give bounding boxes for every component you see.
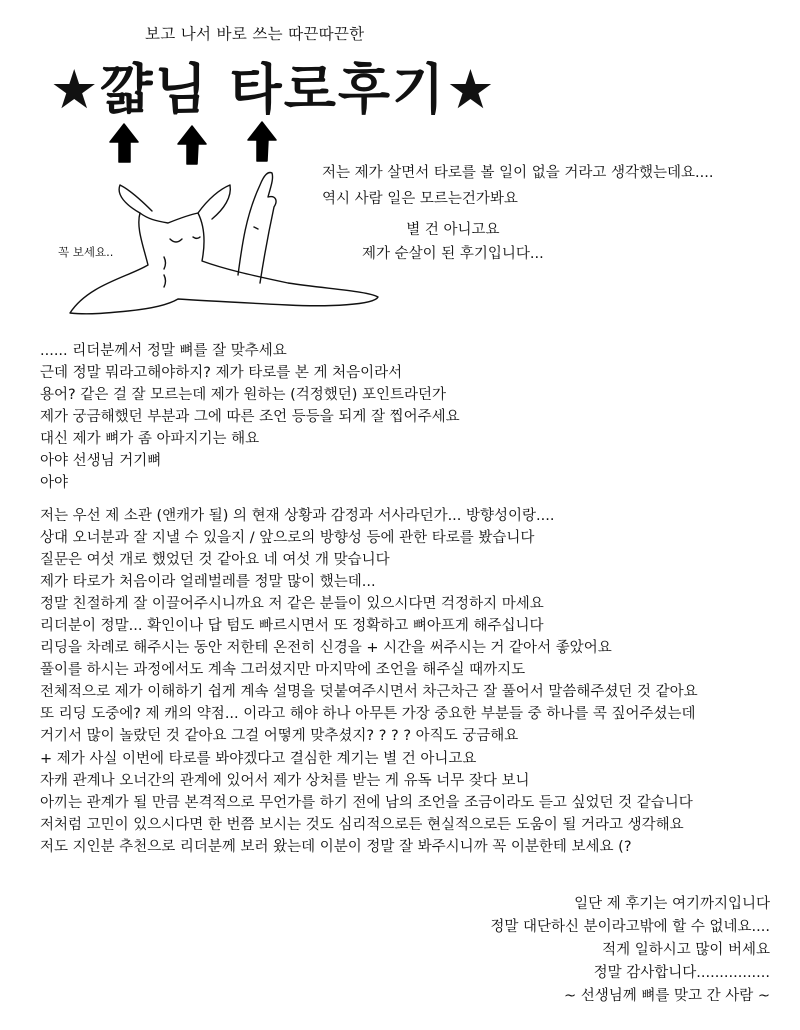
intro-line: 역시 사람 일은 모르는건가봐요 — [322, 191, 518, 207]
review-section-3 — [40, 748, 693, 858]
review-line: 저도 지인분 추천으로 리더분께 보러 왔는데 이분이 정말 잘 봐주시니까 꼭 이분한테 보세요 (? — [40, 839, 632, 855]
closing-line: 적게 일하시고 많이 버세요 — [602, 942, 770, 958]
review-section-1 — [40, 340, 460, 494]
closing-line: 정말 감사합니다................ — [593, 965, 770, 981]
review-section-2 — [40, 505, 698, 747]
subtitle: 보고 나서 바로 쓰는 따끈따끈한 — [145, 25, 365, 43]
review-line: + 제가 사실 이번에 타로를 봐야겠다고 결심한 계기는 별 건 아니고요 — [40, 751, 477, 767]
review-line: 근데 정말 뭐라고해야하지? 제가 타로를 본 게 처음이라서 — [40, 365, 403, 381]
arrow-up-icon — [100, 118, 300, 168]
review-line: 저처럼 고민이 있으시다면 한 번쯤 보시는 것도 심리적으로든 현실적으로든 도움이 될 거라고 생각해요 — [40, 817, 684, 833]
closing-line: 정말 대단하신 분이라고밖에 할 수 없네요.... — [490, 919, 770, 935]
review-line: 아끼는 관계가 될 만큼 본격적으로 무언가를 하기 전에 남의 조언을 조금이라도 듣고 싶었던 것 같습니다 — [40, 795, 693, 811]
review-line: 전체적으로 제가 이해하기 쉽게 계속 설명을 덧붙여주시면서 차근차근 잘 풀어서 말씀해주셨던 것 같아요 — [40, 684, 698, 700]
review-line: 리더분이 정말... 확인이나 답 텀도 빠르시면서 또 정확하고 뼈아프게 해주십니다 — [40, 618, 544, 634]
review-line: 대신 제가 뼈가 좀 아파지기는 해요 — [40, 431, 260, 447]
closing-section — [490, 893, 770, 1008]
review-line: 제가 타로가 처음이라 얼레벌레를 정말 많이 했는데... — [40, 574, 376, 590]
review-line: 용어? 같은 걸 잘 모르는데 제가 원하는 (걱정했던) 포인트라던가 — [40, 387, 447, 403]
review-line: 정말 친절하게 잘 이끌어주시니까요 저 같은 분들이 있으시다면 걱정하지 마세요 — [40, 596, 544, 612]
intro-note-line: 별 건 아니고요 — [406, 222, 500, 238]
review-line: 아야 — [40, 475, 69, 491]
page-title: ★꺏님 타로후기★ — [50, 58, 497, 121]
review-line: 거기서 많이 놀랐던 것 같아요 그걸 어떻게 맞추셨지? ? ? ? 아직도 궁금해요 — [40, 728, 519, 744]
review-line: 리딩을 차례로 해주시는 동안 저한테 온전히 신경을 + 시간을 써주시는 거 같아서 좋았어요 — [40, 640, 612, 656]
closing-line: 일단 제 후기는 여기까지입니다 — [574, 896, 770, 912]
intro-note-line: 제가 순살이 된 후기입니다... — [362, 246, 544, 262]
intro-line: 저는 제가 살면서 타로를 볼 일이 없을 거라고 생각했는데요.... — [322, 165, 714, 181]
review-line: ...... 리더분께서 정말 뼈를 잘 맞추세요 — [40, 343, 287, 359]
drawing-caption: 꼭 보세요.. — [58, 245, 114, 259]
arrow-group — [100, 118, 300, 172]
closing-signature: ~ 선생님께 뼈를 맞고 간 사람 ~ — [563, 988, 770, 1004]
review-line: 아야 선생님 거기뼈 — [40, 453, 162, 469]
review-line: 질문은 여섯 개로 했었던 것 같아요 네 여섯 개 맞습니다 — [40, 552, 390, 568]
review-line: 자캐 관계나 오너간의 관계에 있어서 제가 상처를 받는 게 유독 너무 잦다 보니 — [40, 773, 530, 789]
review-line: 제가 궁금해했던 부분과 그에 따른 조언 등등을 되게 잘 찝어주세요 — [40, 409, 460, 425]
review-line: 저는 우선 제 소관 (앤캐가 될) 의 현재 상황과 감정과 서사라던가... 방향성이랑.... — [40, 508, 555, 524]
review-line: 풀이를 하시는 과정에서도 계속 그러셨지만 마지막에 조언을 해주실 때까지도 — [40, 662, 526, 678]
review-line: 상대 오너분과 잘 지낼 수 있을지 / 앞으로의 방향성 등에 관한 타로를 봤습니다 — [40, 530, 535, 546]
intro-note — [362, 218, 544, 266]
review-line: 또 리딩 도중에? 제 캐의 약점... 이라고 해야 하나 아무튼 가장 중요한 부분들 중 하나를 콕 짚어주셨는데 — [40, 706, 696, 722]
intro-text — [322, 160, 713, 212]
